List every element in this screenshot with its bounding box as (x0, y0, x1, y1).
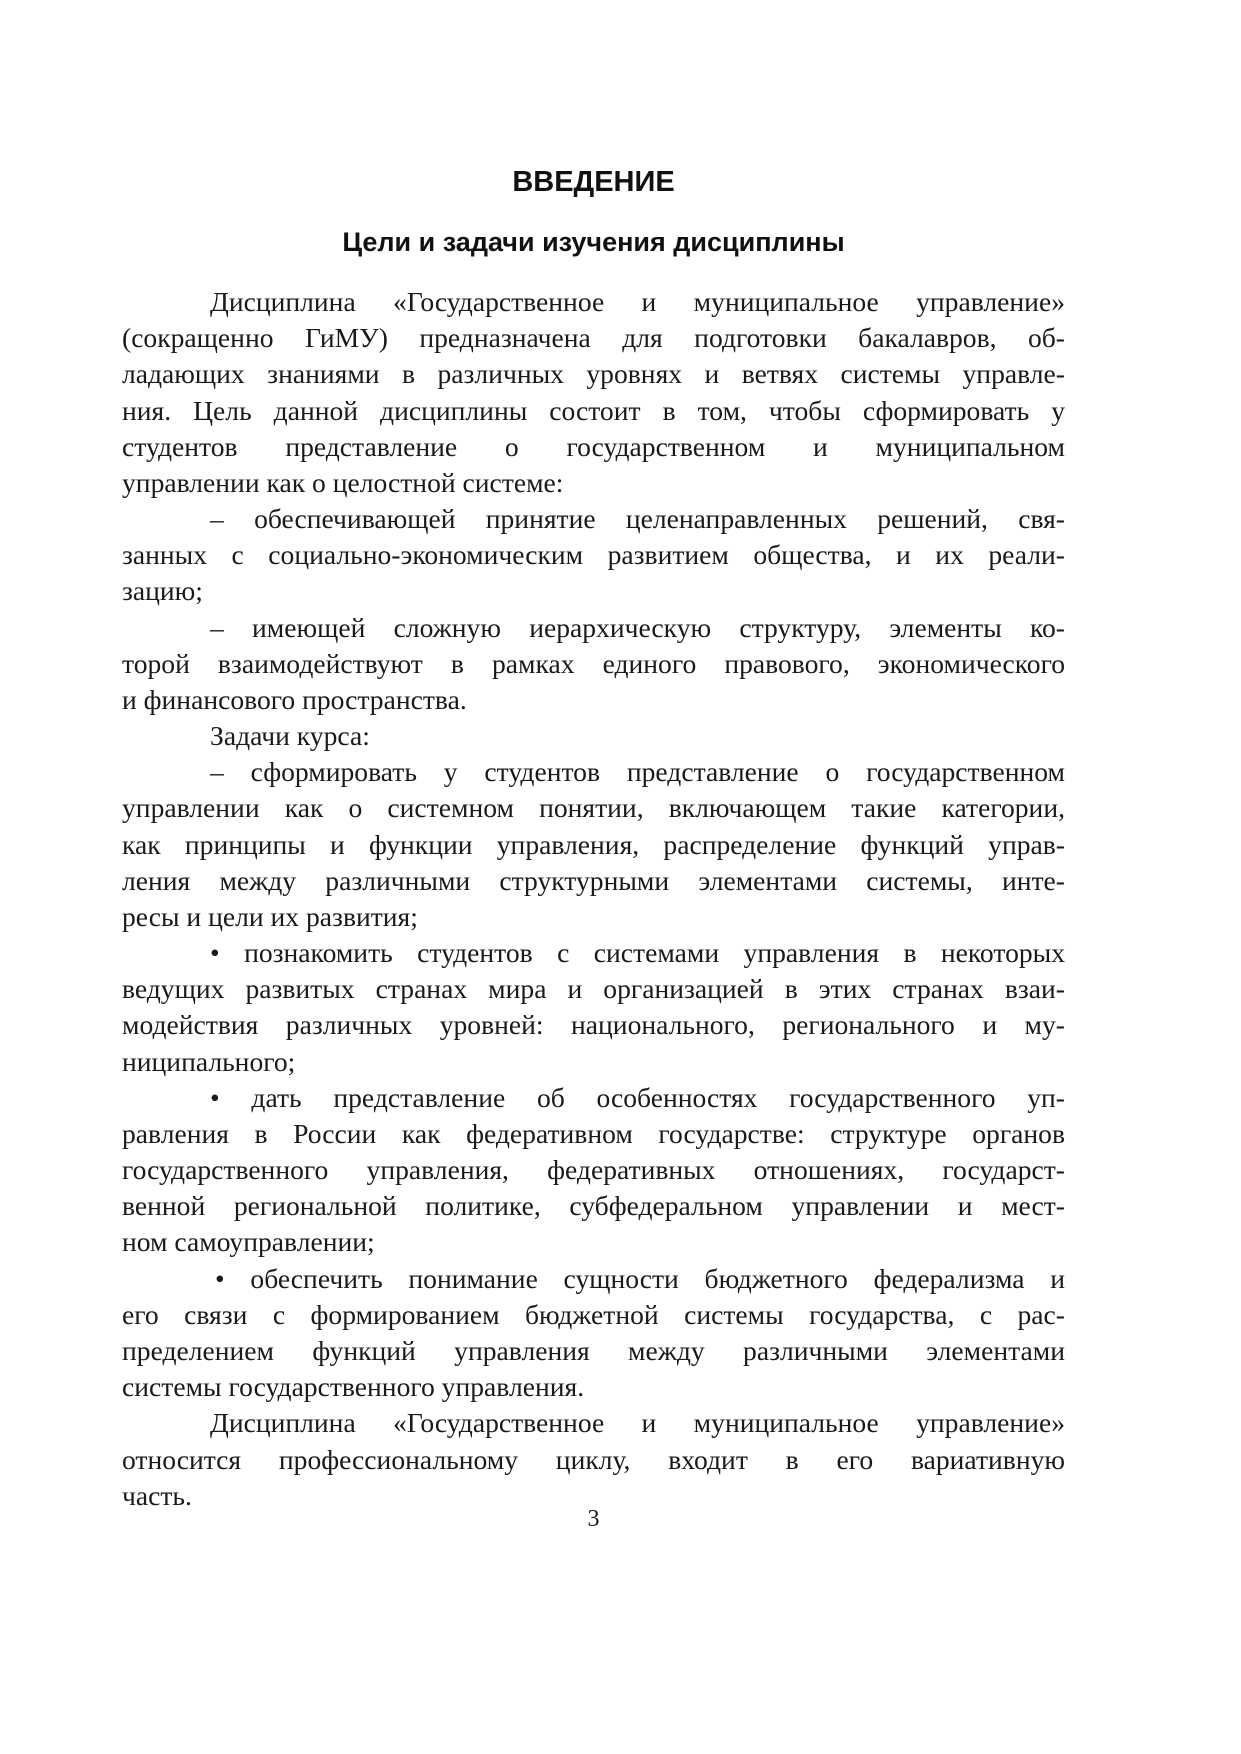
text-line: ведущих развитых странах мира и организацией в этих странах взаи- (122, 973, 1065, 1005)
text-line: студентов представление о государственном и муниципальном (122, 430, 1065, 462)
text-line: и финансового пространства. (122, 683, 467, 715)
text-line: ном самоуправлении; (122, 1226, 375, 1258)
list-item-line: – имеющей сложную иерархическую структуру, элементы ко- (210, 611, 1065, 643)
text-line: Дисциплина «Государственное и муниципальное управление» (210, 286, 1065, 317)
text-line: часть. (122, 1479, 192, 1511)
text-line: как принципы и функции управления, распределение функций управ- (122, 828, 1065, 860)
text-line: ния. Цель данной дисциплины состоит в том, чтобы сформировать у (122, 394, 1065, 426)
list-item-line: – обеспечивающей принятие целенаправленных решений, свя- (210, 503, 1065, 535)
body-text (122, 284, 1065, 1514)
list-item-line: – сформировать у студентов представление о государственном (210, 756, 1065, 788)
text-line: венной региональной политике, субфедеральном управлении и мест- (122, 1190, 1065, 1222)
text-line: управлении как о системном понятии, включающем такие категории, (122, 792, 1065, 824)
list-item-line: • познакомить студентов с системами управления в некоторых (210, 937, 1065, 969)
text-line: (сокращенно ГиМУ) предназначена для подготовки бакалавров, об- (122, 322, 1065, 354)
text-line: Дисциплина «Государственное и муниципальное управление» (210, 1407, 1065, 1439)
text-line: Задачи курса: (210, 720, 370, 752)
text-line: торой взаимодействуют в рамках единого правового, экономического (122, 647, 1065, 679)
list-item-line: • обеспечить понимание сущности бюджетного федерализма и (215, 1262, 1065, 1294)
text-line: пределением функций управления между различными элементами (122, 1334, 1065, 1366)
text-line: государственного управления, федеративных отношениях, государст- (122, 1154, 1065, 1186)
text-line: ладающих знаниями в различных уровнях и ветвях системы управле- (122, 358, 1065, 390)
text-line: управлении как о целостной системе: (122, 466, 564, 498)
text-line: ления между различными структурными элементами системы, инте- (122, 864, 1065, 896)
section-title: Цели и задачи изучения дисциплины (342, 227, 845, 257)
text-line: относится профессиональному циклу, входит в его вариативную (122, 1443, 1065, 1475)
text-line: модействия различных уровней: национального, регионального и му- (122, 1009, 1065, 1041)
text-line: зацию; (122, 575, 203, 607)
text-line: равления в России как федеративном государстве: структуре органов (122, 1117, 1065, 1149)
page-number: 3 (587, 1506, 600, 1532)
text-line: занных с социально-экономическим развитием общества, и их реали- (122, 539, 1065, 571)
text-line: ресы и цели их развития; (122, 900, 418, 932)
text-line: ниципального; (122, 1045, 296, 1077)
text-line: его связи с формированием бюджетной системы государства, с рас- (122, 1298, 1065, 1330)
text-line: системы государственного управления. (122, 1371, 585, 1403)
list-item-line: • дать представление об особенностях государственного уп- (210, 1081, 1065, 1113)
page-title: ВВЕДЕНИЕ (512, 166, 675, 198)
